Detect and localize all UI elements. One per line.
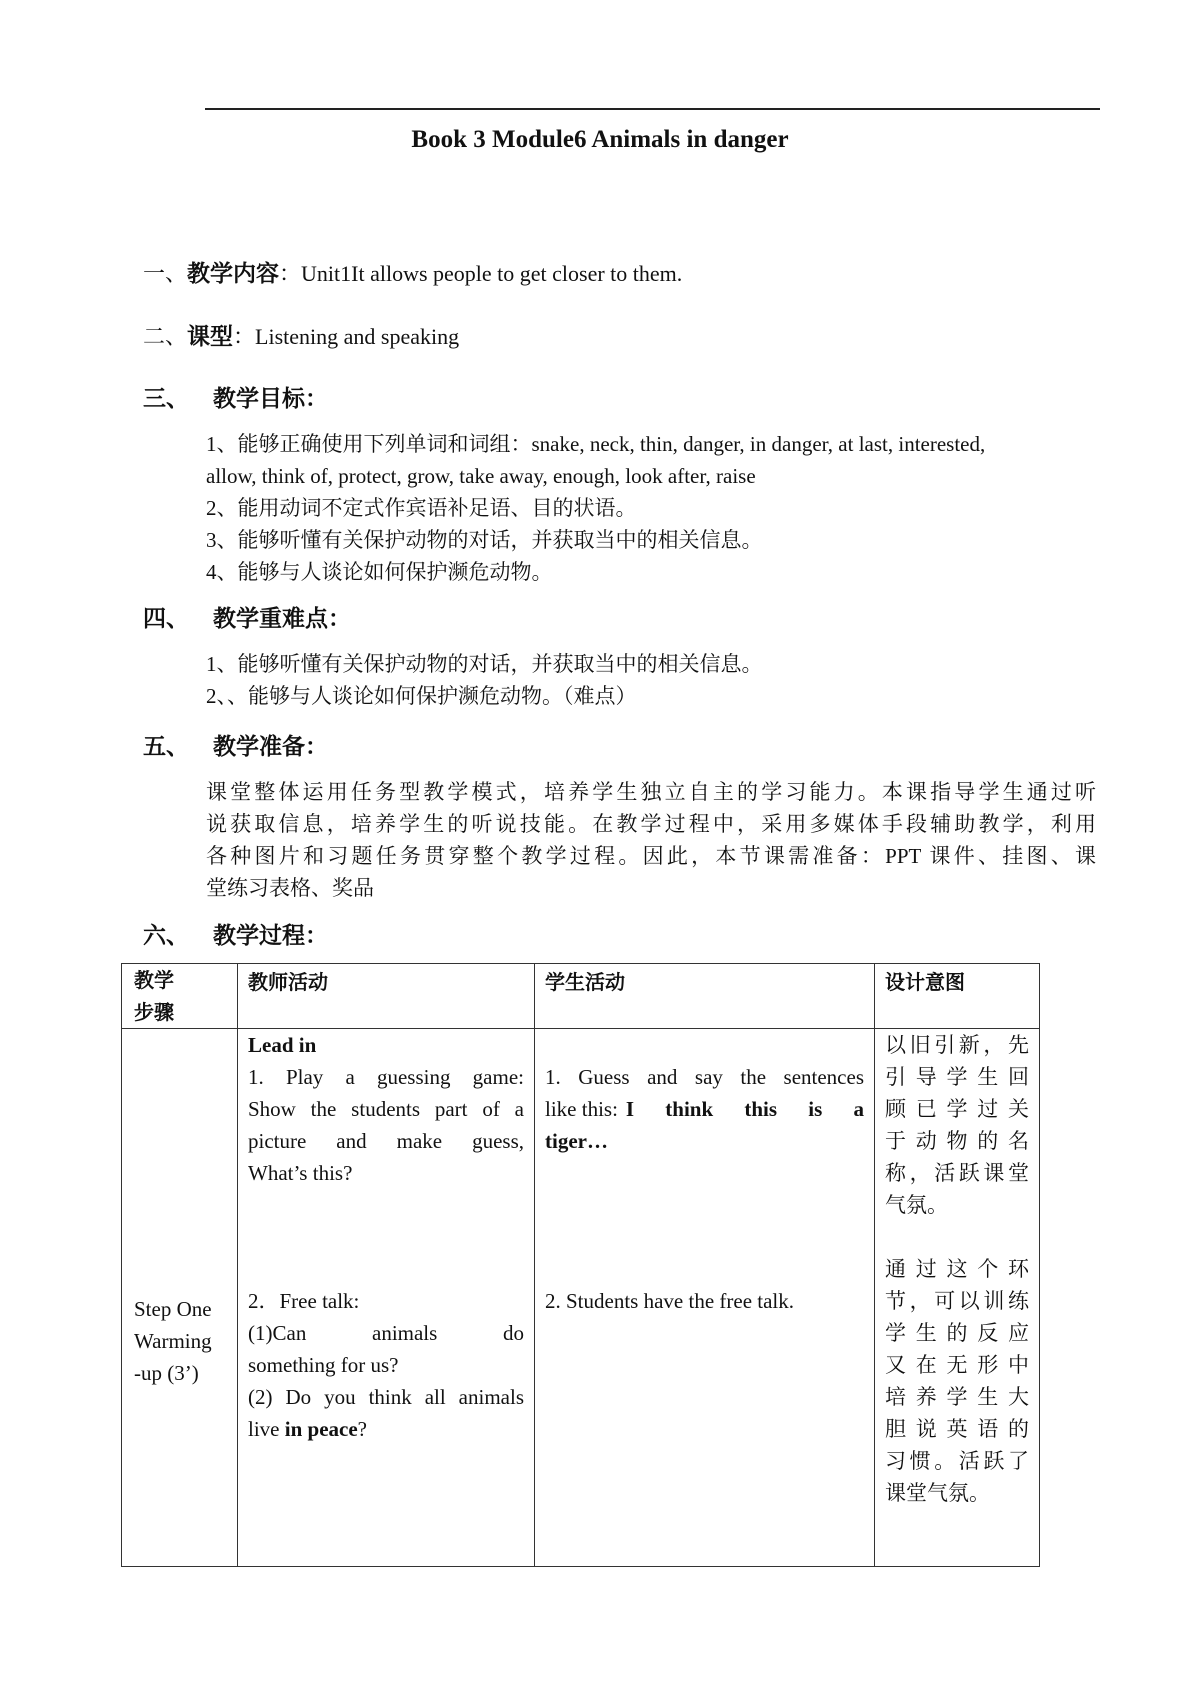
header-step-line: 教学 bbox=[134, 968, 174, 992]
section-heading: 教学过程： bbox=[213, 923, 328, 949]
header-label: 学生活动 bbox=[545, 970, 625, 994]
intent-line: 于动物的名 bbox=[885, 1129, 1029, 1153]
objective-item: 2、能用动词不定式作宾语补足语、目的状语。 bbox=[206, 496, 637, 520]
intent-line: 胆说英语的 bbox=[885, 1417, 1029, 1441]
intent-line: 通过这个环 bbox=[885, 1257, 1029, 1281]
section-number: 五、 bbox=[143, 734, 189, 760]
section-teaching-content bbox=[143, 255, 682, 288]
objectives-list bbox=[206, 428, 1096, 588]
intent-line: 气氛。 bbox=[885, 1193, 948, 1217]
objective-item: 3、能够听懂有关保护动物的对话，并获取当中的相关信息。 bbox=[206, 528, 763, 552]
paragraph-line: 说获取信息，培养学生的听说技能。在教学过程中，采用多媒体手段辅助教学，利用 bbox=[206, 812, 1096, 836]
teacher-line: (2) Do you think all animals bbox=[248, 1385, 524, 1409]
student-line: 2. Students have the free talk. bbox=[545, 1289, 795, 1313]
section-key-points bbox=[143, 600, 351, 633]
section-process bbox=[143, 917, 328, 950]
teacher-line bbox=[248, 1413, 524, 1445]
section-text: Listening and speaking bbox=[255, 324, 460, 349]
teacher-line: picture and make guess, bbox=[248, 1129, 524, 1153]
objective-item: allow, think of, protect, grow, take away, enough, look after, raise bbox=[206, 464, 756, 488]
header-cell-teacher bbox=[238, 964, 535, 1029]
key-points-list bbox=[206, 648, 1096, 712]
student-line bbox=[545, 1093, 864, 1125]
paragraph-line: 课堂整体运用任务型教学模式，培养学生独立自主的学习能力。本课指导学生通过听 bbox=[206, 780, 1096, 804]
student-text: like this: bbox=[545, 1097, 618, 1121]
intent-line: 培养学生大 bbox=[885, 1385, 1029, 1409]
intent-line: 引导学生回 bbox=[885, 1065, 1029, 1089]
section-colon: ： bbox=[279, 261, 302, 286]
teacher-text: live bbox=[248, 1417, 285, 1441]
design-intent-cell bbox=[875, 1029, 1040, 1567]
teacher-line: 1. Play a guessing game: bbox=[248, 1065, 524, 1089]
section-text: Unit1It allows people to get closer to them. bbox=[301, 261, 683, 286]
teacher-line: something for us? bbox=[248, 1353, 399, 1377]
paragraph-line: 各种图片和习题任务贯穿整个教学过程。因此，本节课需准备：PPT 课件、挂图、课 bbox=[206, 844, 1096, 868]
section-objectives bbox=[143, 380, 328, 413]
key-point-item: 2、、能够与人谈论如何保护濒危动物。（难点） bbox=[206, 684, 637, 708]
section-number: 二、 bbox=[143, 325, 188, 350]
section-heading: 教学内容 bbox=[187, 261, 280, 287]
section-heading: 教学准备： bbox=[213, 734, 328, 760]
teacher-line: What’s this? bbox=[248, 1161, 353, 1185]
student-activity-cell bbox=[535, 1029, 875, 1567]
intent-line: 课堂气氛。 bbox=[885, 1481, 990, 1505]
intent-line: 节，可以训练 bbox=[885, 1289, 1029, 1313]
header-label: 设计意图 bbox=[885, 970, 965, 994]
key-point-item: 1、能够听懂有关保护动物的对话，并获取当中的相关信息。 bbox=[206, 652, 763, 676]
section-number: 四、 bbox=[143, 606, 189, 632]
emphasis-text: in peace bbox=[284, 1417, 358, 1441]
header-rule bbox=[205, 108, 1100, 110]
document-title: Book 3 Module6 Animals in danger bbox=[411, 126, 789, 153]
intent-line: 学生的反应 bbox=[885, 1321, 1029, 1345]
emphasis-text: I think this is a bbox=[625, 1097, 864, 1121]
paragraph-line: 堂练习表格、奖品 bbox=[206, 876, 374, 900]
header-cell-student bbox=[535, 964, 875, 1029]
lesson-process-table bbox=[121, 963, 1040, 1567]
section-colon: ： bbox=[233, 324, 256, 349]
teacher-line: (1)Can animals do bbox=[248, 1321, 524, 1345]
section-number: 六、 bbox=[143, 923, 189, 949]
header-step-line: 步骤 bbox=[134, 1000, 174, 1024]
table-header-row bbox=[122, 964, 1040, 1029]
objective-item: 4、能够与人谈论如何保护濒危动物。 bbox=[206, 560, 553, 584]
header-cell-intent bbox=[875, 964, 1040, 1029]
objective-item: 1、能够正确使用下列单词和词组：snake, neck, thin, danger, in danger, at last, interested, bbox=[206, 432, 986, 456]
step-line: Warming bbox=[134, 1329, 212, 1353]
step-line: -up (3’) bbox=[134, 1361, 199, 1385]
header-label: 教师活动 bbox=[248, 970, 328, 994]
section-lesson-type bbox=[143, 318, 459, 351]
teacher-line: Show the students part of a bbox=[248, 1097, 524, 1121]
section-number: 一、 bbox=[143, 262, 188, 287]
intent-line: 以旧引新，先 bbox=[885, 1033, 1029, 1057]
table-row bbox=[122, 1029, 1040, 1567]
section-number: 三、 bbox=[143, 386, 189, 412]
preparation-paragraph bbox=[206, 776, 1096, 904]
section-heading: 教学重难点： bbox=[213, 606, 351, 632]
student-line: tiger… bbox=[545, 1129, 608, 1153]
section-preparation bbox=[143, 728, 328, 761]
intent-line: 称，活跃课堂 bbox=[885, 1161, 1029, 1185]
header-cell-step bbox=[122, 964, 238, 1029]
step-cell bbox=[122, 1029, 238, 1567]
section-heading: 课型 bbox=[187, 324, 234, 350]
section-heading: 教学目标： bbox=[213, 386, 328, 412]
intent-line: 顾已学过关 bbox=[885, 1097, 1029, 1121]
intent-line: 又在无形中 bbox=[885, 1353, 1029, 1377]
teacher-activity-cell bbox=[238, 1029, 535, 1567]
teacher-line: 2．Free talk: bbox=[248, 1289, 360, 1313]
step-line: Step One bbox=[134, 1297, 212, 1321]
intent-line: 习惯。活跃了 bbox=[885, 1449, 1029, 1473]
teacher-text: ? bbox=[357, 1417, 367, 1441]
student-line: 1. Guess and say the sentences bbox=[545, 1065, 864, 1089]
lead-in-label: Lead in bbox=[248, 1033, 317, 1057]
